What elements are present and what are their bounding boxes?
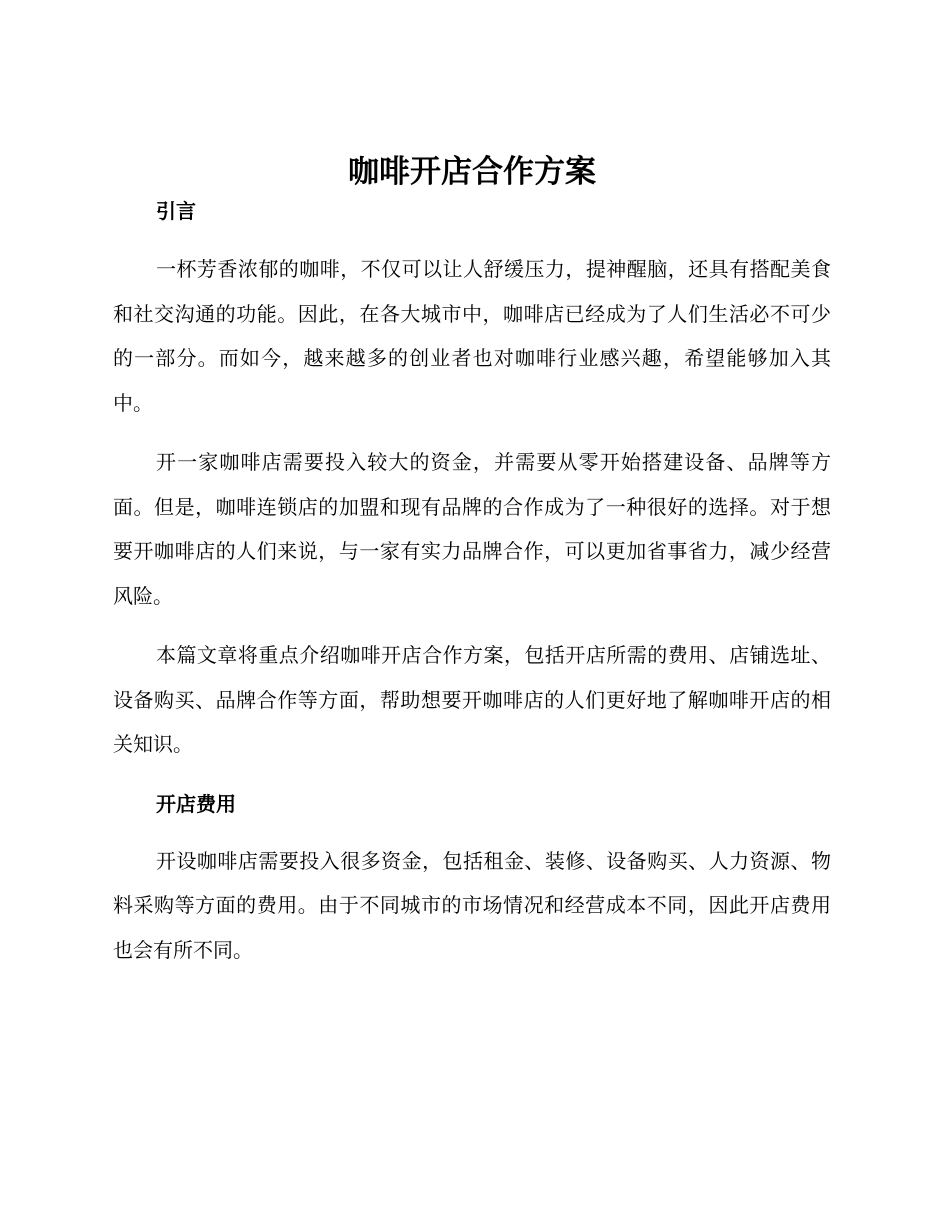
section-heading-costs: 开店费用 xyxy=(156,791,236,816)
document-page xyxy=(113,150,831,972)
document-title: 咖啡开店合作方案 xyxy=(348,154,596,190)
costs-paragraph-1: 开设咖啡店需要投入很多资金，包括租金、装修、设备购买、人力资源、物料采购等方面的费用。由于不同城市的市场情况和经营成本不同，因此开店费用也会有所不同。 xyxy=(113,848,831,962)
intro-paragraph-2: 开一家咖啡店需要投入较大的资金，并需要从零开始搭建设备、品牌等方面。但是，咖啡连锁店的加盟和现有品牌的合作成为了一种很好的选择。对于想要开咖啡店的人们来说，与一家有实力品牌合作，可以更加省事省力，减少经营风险。 xyxy=(113,450,831,608)
intro-paragraph-3: 本篇文章将重点介绍咖啡开店合作方案，包括开店所需的费用、店铺选址、设备购买、品牌合作等方面，帮助想要开咖啡店的人们更好地了解咖啡开店的相关知识。 xyxy=(113,643,831,756)
section-heading-intro: 引言 xyxy=(156,199,196,223)
intro-paragraph-1: 一杯芳香浓郁的咖啡，不仅可以让人舒缓压力，提神醒脑，还具有搭配美食和社交沟通的功能。因此，在各大城市中，咖啡店已经成为了人们生活必不可少的一部分。而如今，越来越多的创业者也对咖啡行业感兴趣，希望能够加入其中。 xyxy=(113,257,831,415)
